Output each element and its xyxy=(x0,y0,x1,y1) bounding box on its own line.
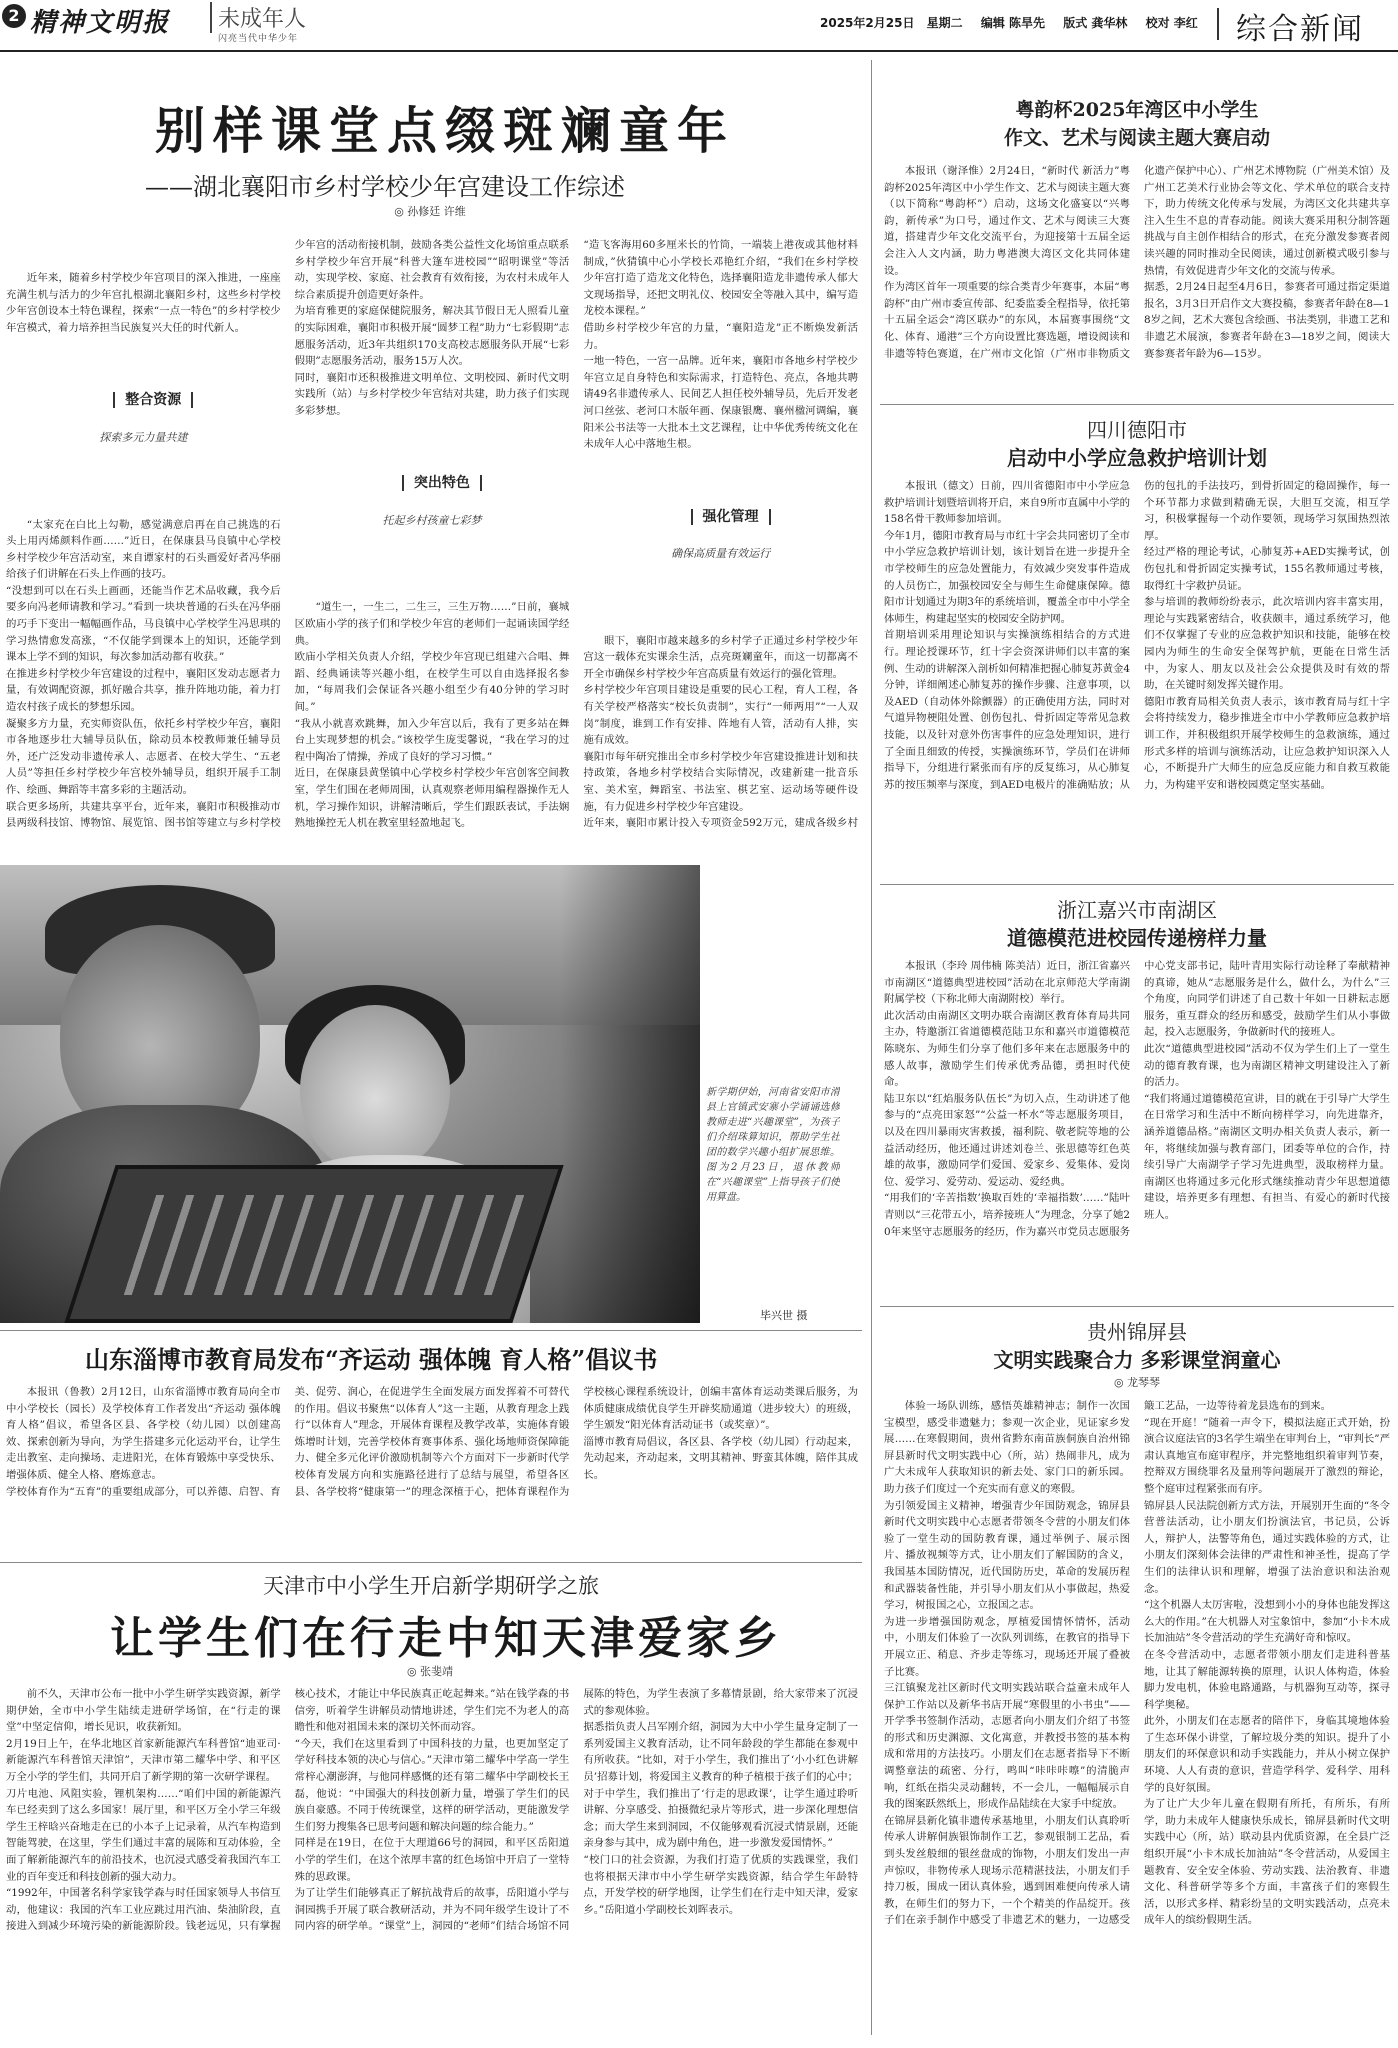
sichuan-title: 启动中小学应急救护培训计划 xyxy=(1007,446,1267,470)
pen-icon: ◎ xyxy=(406,1665,421,1678)
zhejiang-subtitle: 浙江嘉兴市南湖区 xyxy=(1057,898,1217,922)
guizhou-title: 文明实践聚合力 多彩课堂润童心 xyxy=(993,1348,1281,1372)
issue-weekday: 星期二 xyxy=(926,16,963,30)
lead-body xyxy=(6,237,858,847)
zhejiang-body: 本报讯（李玲 周伟楠 陈美洁）近日，浙江省嘉兴市南湖区“道德典型进校园”活动在北京师范大学南湖附属学校（下称北师大南湖附校）举行。 此次活动由南湖区文明办联合南湖区教育体育局共同主办，特邀浙江省道德模范陆卫东和嘉兴市道德模范陈晓东、为师生们分享了他们多年来在志愿服务中的感人故事，激励学生们传承优秀品德，勇担时代使命。 陆卫东以“红焰服务队伍长”为切入点，生动讲述了他参与的“点亮田家怒”“公益一杯水”等志愿服务项目，以及在四川暴雨灾害救援，福利院、敬老院等地的公益活动经历，他还通过讲述刘卷兰、张思德等红色英雄的故事，激励同学们爱国、爱家乡、爱集体、爱岗位、爱学习、爱劳动、爱运动、爱经典。 “用我们的‘辛苦指数’换取百姓的‘幸福指数’……”陆叶青则以“三花带五小，培养接班人”为理念，分享了她20年来坚守志愿服务的经历，作为嘉兴市党员志愿服务中心党支部书记，陆叶青用实际行动诠释了奉献精神的真谛，她从“志愿服务是什么，做什么，为什么”三个角度，向同学们讲述了自己数十年如一日耕耘志愿服务，重互群众的经历和感受，鼓励学生们从小事做起，投入志愿服务，争做新时代的接班人。 此次“道德典型进校园”活动不仅为学生们上了一堂生动的德育教育课，也为南湖区精神文明建设注入了新的活力。 “我们将通过道德模范宣讲，目的就在于引导广大学生在日常学习和生活中不断向榜样学习，向先进靠齐，涵养道德品格。”南湖区文明办相关负责人表示，新一年，将继续加强与教育部门，团委等单位的合作，持续引导广大南湖学子学习先进典型，汲取榜样力量。南湖区也将通过多元化形式继续推动青少年思想道德建设，培养更多有理想、有担当、有爱心的新时代接班人。 xyxy=(884,960,1390,1238)
lead-section-3-head xyxy=(583,492,858,596)
sichuan-subtitle: 四川德阳市 xyxy=(1087,418,1187,442)
proofreader: 校对 李红 xyxy=(1145,16,1198,30)
guizhou-article xyxy=(880,1308,1394,2044)
shandong-article xyxy=(0,1332,862,1562)
news-photo xyxy=(0,865,700,1323)
pen-icon: ◎ xyxy=(394,205,408,218)
lead-section-1-text: “太家充在白比上勾勒，感觉满意启再在自己挑选的石头上用丙烯颜料作画……”近日，在保康县马良镇中心学校乡村学校少年宫活动室，来自谭家村的石头画爱好者冯华丽给孩子们讲解在石头上作画的技巧。 “没想到可以在石头上画画，还能当作艺术品收藏，我今后要多向冯老师请教和学习。”看到一块块普通的石头在冯华丽的巧手下变出一幅幅画作品，马良镇中心学校学生冯思琪的学习热情愈发高涨，“不仅能学到课本上的知识，还能学到课本上学不到的知识，每次参加活动都有收获。” 在推进乡村学校少年宫建设的过程中，襄阳区发动志愿者力量，有效调配资源，抓好融合共享，推升阵地功能，着力打造农村孩子成长的梦想乐园。 凝聚多方力量，充实师资队伍，依托乡村学校少年宫，襄阳市各地逐步壮大辅导员队伍，除动员本校教师兼任辅导员外，还广泛发动非遗传承人、志愿者、在校大学生、“五老人员”等担任乡村学校少年宫校外辅导员，组织开展手工制作、绘画、舞蹈等丰富多彩的主题活动。 联合更多场所，共建共享平台，近年来，襄阳市积极推动市县两级科技馆、博物馆、展览馆、图书馆等建立与乡村学校少年宫的活动衔接机制，鼓励各类公益性文化场馆重点联系乡村学校少年宫开展“科普大篷车进校园”“昭明课堂”等活动，实现学校、家庭、社会教育有效衔接，为农村未成年人综合素质提升创造更好条件。 为培育雅更的家庭保健院服务，解决其节假日无人照看儿童的实际困难，襄阳市积极开展“圆梦工程”助力“七彩假期”志愿服务活动，近3年共组织170支高校志愿服务队开展“七彩假期”志愿服务活动，服务15万人次。 同时，襄阳市还积极推进文明单位、文明校园、新时代文明实践所（站）与乡村学校少年宫结对共建，助力孩子们实现多彩梦想。 xyxy=(6,239,570,830)
shandong-body: 本报讯（鲁教）2月12日，山东省淄博市教育局向全市中小学校长（园长）及学校体育工作者发出“齐运动 强体魄 育人格”倡议，希望各区县、各学校（幼儿园）以创建高效、探索创新为导向，为学生搭建多元化运动平台，让学生走出教室、走向操场、走进阳光，在体育锻炼中享受快乐、增强体质、健全人格、磨炼意志。 学校体育作为“五育”的重要组成部分，可以养德、启智、育美、促劳、润心，在促进学生全面发展方面发挥着不可替代的作用。倡议书聚焦“以体育人”这一主题，从教育理念上践行“以体育人”理念，开展体育课程及教学改革，实施体育锻炼增时计划，完善学校体育赛事体系、强化场地师资保障能力、健全多元化评价激励机制等六个方面对下一步新时代学校体育发展方向和实施路径进行了总结与展望，希望各区县、各学校将“健康第一”的理念深植于心，把体育课程作为学校核心课程系统设计，创编丰富体育运动类课后服务，为体质健康成绩优良学生开辟奖励通道（进步较大）的班级，学生颁发“阳光体育活动证书（或奖章）”。 淄博市教育局倡议，各区县、各学校（幼儿园）行动起来，先动起来，齐动起来，文明其精神、野蛮其体魄，陪伴其成长。 xyxy=(6,1386,858,1498)
lead-section-3-sub: 确保高质量有效运行 xyxy=(671,546,771,560)
lead-section-1-head xyxy=(6,376,281,480)
guangdong-title-line1: 粤韵杯2025年湾区中小学生 xyxy=(1015,99,1259,121)
lead-subtitle: ——湖北襄阳市乡村学校少年宫建设工作综述 xyxy=(145,173,625,201)
layout-editor: 版式 龚华林 xyxy=(1063,16,1128,30)
editor: 编辑 陈旱先 xyxy=(980,16,1046,30)
lead-section-1-sub: 探索多元力量共建 xyxy=(99,430,188,444)
masthead: 精神文明报 xyxy=(30,8,171,38)
zhejiang-title: 道德模范进校园传递榜样力量 xyxy=(1007,926,1267,950)
section-divider xyxy=(1217,8,1219,40)
sichuan-article xyxy=(880,406,1394,884)
tianjin-title: 让学生们在行走中知天津爱家乡 xyxy=(110,1613,782,1664)
lead-section-2-title: 突出特色 xyxy=(402,475,482,491)
tianjin-byline: 张斐靖 xyxy=(420,1665,454,1678)
lead-article xyxy=(0,55,862,855)
section-name: 综合新闻 xyxy=(1236,12,1364,47)
page-header xyxy=(0,0,1398,52)
lead-section-3-title: 强化管理 xyxy=(691,509,771,525)
tianjin-subtitle: 天津市中小学生开启新学期研学之旅 xyxy=(263,1574,599,1598)
lead-section-3-text: 眼下，襄阳市越来越多的乡村学子正通过乡村学校少年宫这一载体充实课余生活，点亮斑斓童年，而这一切都离不开全市确保乡村学校少年宫高质量有效运行的强化管理。 乡村学校少年宫项目建设是重要的民心工程，育人工程，各有关学校严格落实“校长负责制”，实行“一师两用”“一人双岗”制度，谁到工作有安排、阵地有人管，活动有人排，实施有成效。 襄阳市每年研究推出全市乡村学校少年宫建设推进计划和扶持政策，各地乡村学校结合实际情况，改建新建一批音乐室、美术室，舞蹈室、书法室、棋艺室、运动场等硬件设施，有力促进乡村学校少年宫建设。 近年来，襄阳市累计投入专项资金592万元，建成各级乡村 xyxy=(583,634,858,830)
photo-credit: 毕兴世 摄 xyxy=(760,1309,808,1322)
lead-section-1-title: 整合资源 xyxy=(113,392,193,408)
edition-subtitle: 闪亮当代中华少年 xyxy=(218,34,299,44)
issue-date: 2025年2月25日 xyxy=(820,16,915,30)
page-number-badge xyxy=(2,4,26,28)
lead-title: 别样课堂点缀斑斓童年 xyxy=(155,101,735,160)
guizhou-byline: 龙琴琴 xyxy=(1127,1376,1161,1389)
photo-caption: 新学期伊始，河南省安阳市滑县上官镇武安寨小学诵诵选修教师走进“兴趣课堂”，为孩子们介绍珠算知识，帮助学生社团的数学兴趣小组扩展思维。图为2月23日，退休教师在“兴趣课堂”上指导孩子们使用算盘。 xyxy=(706,1087,840,1203)
lead-section-2-sub: 托起乡村孩童七彩梦 xyxy=(382,513,482,527)
page-number: 2 xyxy=(8,6,20,25)
guangdong-body: 本报讯（谢泽惟）2月24日，“新时代 新活力”粤韵杯2025年湾区中小学生作文、艺术与阅读主题大赛（以下简称“粤韵杯”）启动，这场文化盛宴以“兴粤韵，新传承”为口号，通过作文、艺术与阅读三大赛道，搭建青少年文化交流平台，为迎接第十五届全运会注入人文内涵，助力粤港澳大湾区文化共同体建设。 作为湾区首年一项重要的综合类青少年赛事，本届“粤韵杯”由广州市委宣传部、纪委监委全程指导，依托第十五届全运会“湾区联办”的东风，本届赛事围绕“文化、体育、通港”三个方向设置比赛选题，增设阅读和非遗等特色赛道，在广州市文化馆（广州市非物质文化遗产保护中心）、广州艺术博物院（广州美术馆）及广州工艺美术行业协会等文化、学术单位的联合支持下，助力传统文化传承与发展，为湾区文化共建共享注入生生不息的青春动能。阅读大赛采用积分制答题挑战与自主创作相结合的形式，在充分激发参赛者阅读兴趣的同时推动全民阅读，通过创新模式吸引参与热情，有效促进青少年文化的交流与传承。 据悉，2月24日起至4月6日，参赛者可通过指定渠道报名，3月3日开启作文大赛投稿，参赛者年龄在8—18岁之间，艺术大赛包含绘画、书法类别，非遗工艺和非遗艺术展演，参赛者年龄在3—18岁之间，阅读大赛参赛者年龄为6—15岁。 xyxy=(884,165,1390,360)
sichuan-body: 本报讯（德文）日前，四川省德阳市中小学应急救护培训计划暨培训将开启，来自9所市直属中小学的158名骨干教师参加培训。 今年1月，德阳市教育局与市红十字会共同密切了全市中小学应急救护培训计划，该计划旨在进一步提升全市学校师生的应急处置能力，有效减少突发事件造成的人员伤亡，加强校园安全与师生生命健康保障。德阳市计划通过为期3年的系统培训，覆盖全市中小学全体师生，构建起坚实的校园安全防护网。 首期培训采用理论知识与实操演练相结合的方式进行。理论授课环节，红十字会资深讲师们以丰富的案例、生动的讲解深入剖析如何精准把握心肺复苏黄金4分钟，详细阐述心肺复苏的操作步骤、注意事项，以及AED（自动体外除颤器）的正确使用方法，同时对气道异物梗阻处置、创伤包扎、骨折固定等常见急救技能，以及针对意外伤害事件的应急处理知识，进行了全面且细致的传授，实操演练环节，学员们在讲师指导下，分组进行紧张而有序的反复练习，从心肺复苏的按压频率与深度，到AED电极片的准确贴放；从伤的包扎的手法技巧，到骨折固定的稳固操作，每一个环节都力求做到精确无误，大胆互交流，相互学习，积极掌握每一个动作要领，现场学习氛围热烈浓厚。 经过严格的理论考试，心肺复苏+AED实操考试，创伤包扎和骨折固定实操考试，155名教师通过考核，取得红十字救护员证。 参与培训的教师纷纷表示，此次培训内容丰富实用，理论与实践紧密结合，收获颇丰，通过系统学习，他们不仅掌握了专业的应急救护知识和技能，能够在校园内为师生的生命安全保驾护航，更能在日常生活中，为家人、朋友以及社会公众提供及时有效的帮助，在关键时刻发挥关键作用。 德阳市教育局相关负责人表示，该市教育局与红十字会将持续发力，稳步推进全市中小学教师应急救护培训工作，并积极组织开展学校师生的急救演练，通过形式多样的培训与演练活动，让应急救护知识深入人心，不断提升广大师生的应急反应能力和自救互救能力，为构建平安和谐校园奠定坚实基础。 xyxy=(884,480,1390,791)
lead-byline: 孙修廷 许维 xyxy=(407,205,466,218)
tianjin-article xyxy=(0,1564,862,2044)
lead-intro: 近年来，随着乡村学校少年宫项目的深入推进，一座座充满生机与活力的少年宫扎根湖北襄阳乡村，这些乡村学校少年宫创设本土特色课程，探索“一点一特色”的乡村学校少年宫模式，着力培养担当民族复兴大任的时代新人。 xyxy=(6,272,281,334)
guizhou-body: 体验一场队训练，感悟英雄精神志；制作一次国宝模型，感受非遗魅力；参观一次企业，见证家乡发展……在寒假期间，贵州省黔东南苗族侗族自治州锦屏县新时代文明实践中心（所，站）热闹非凡，成为广大未成年人获取知识的新去处、家门口的新乐园。助力孩子们度过一个充实而有意义的寒假。 为引领爱国主义精神，增强青少年国防观念，锦屏县新时代文明实践中心志愿者带领冬令营的小朋友们体验了一堂生动的国防教育课，通过举例子、展示图片、播放视频等方式，让小朋友们了解国防的含义，我国基本国防情况，近代国防历史，革命的发展历程和武器装备性能，并引导小朋友们从小事做起，热爱学习，树报国之心，立报国之志。 为进一步增强国防观念，厚植爱国情怀情怀，活动中，小朋友们体验了一次队列训练，在教官的指导下开展立正、稍息、齐步走等练习，现场还开展了叠被子比赛。 三江镇聚龙社区新时代文明实践站联合益童未成年人保护工作站以及新华书店开展“寒假里的小书虫”——开学季书签制作活动，志愿者向小朋友们介绍了书签的形式和历史渊源、文化寓意，并教授书签的基本构成和常用的方法技巧。小朋友们在志愿者指导下不断调整章法的疏密、分行，鸣叫“咔咔咔嚓”的清脆声响，红纸在指尖灵动翻转，不一会儿，一幅幅展示自我的图案跃然纸上，形成作品陆续在大家手中绽放。 在锦屏县新化镇非遗传承基地里，小朋友们认真聆听传承人讲解侗族银饰制作工艺，参观银制工艺品，看到头发丝般细的银丝盘成的饰物，小朋友们发出一声声惊叹，非物传承人现场示范精湛技法，小朋友们手持刀板，围成一团认真体验，遇到困难便向传承人请教，在师生们的努力下，一个个精美的作品绽开。孩子们在亲手制作中感受了非遗艺术的魅力，一边感受簸工艺品，一边等待着龙县选布的到来。 “现在开庭！”随着一声令下，模拟法庭正式开始，扮演合议庭法官的3名学生端坐在审判台上，“审判长”严肃认真地宣布庭审程序，并完整地组织着审判节奏，控辩双方围绕罪名及量刑等问题展开了激烈的辩论，整个庭审过程紧张而有序。 锦屏县人民法院创新方式方法，开展别开生面的“冬令营普法活动，让小朋友们扮演法官，书记员，公诉人，辩护人，法警等角色，通过实践体验的方式，让小朋友们深刻体会法律的严肃性和神圣性，提高了学生们的法律认识和理解，增强了法治意识和法治观念。 “这个机器人太厉害啦，没想到小小的身体也能发挥这么大的作用。”在大机器人对宝象馆中，参加“小卡木成长加油站”冬令营活动的学生充满好奇和惊叹。 在冬令营活动中，志愿者带领小朋友们走进科普基地，让其了解能源转换的原理，认识人体构造，体验脚力发电机，体验电路通路，与机器狗互动等，探寻科学奥秘。 此外，小朋友们在志愿者的陪伴下，身临其境地体验了生态环保小讲堂，了解垃圾分类的知识。提升了小朋友们的环保意识和动手实践能力，并从小树立保护环境、人人有责的意识，营造学科学、爱科学、用科学的良好氛围。 为了让广大少年儿童在假期有所托，有所乐，有所学，助力未成年人健康快乐成长，锦屏县新时代文明实践中心（所，站）联动县内优质资源，在全县广泛组织开展“小卡木成长加油站”冬令营活动，从爱国主题教育、安全安全体验、劳动实践、法治教育、非遗文化、科普研学等多个方面，丰富孩子们的寒假生活，以形式多样、精彩纷呈的文明实践活动，点亮未成年人的缤纷假期生活。 xyxy=(884,1400,1390,1927)
tianjin-body: 前不久，天津市公布一批中小学生研学实践资源，新学期伊始，全市中小学生陆续走进研学场馆，在“行走的课堂”中坚定信仰，增长见识，收获新知。 2月19日上午，在华北地区首家新能源汽车科普馆“迪亚司·新能源汽车科普馆天津馆”，天津市第二耀华中学、和平区万全小学的学生们，共同开启了新学期的第一次研学课程。 刀片电池、风阻实验，锂机架构……“咱们中国的新能源汽车已经卖到了这么多国家！展厅里，和平区万全小学三年级学生王梓晗兴奋地走在已的小本子上记录着，从汽车构造到智能驾驶，在这里，学生们通过丰富的展陈和互动体验，全面了解新能源汽车的前沿技术，也沉浸式感受着我国汽车工业的百年变迁和科技创新的强大动力。 “1992年，中国著名科学家钱学森与时任国家领导人书信互动，他建议：我国的汽车工业应跳过用汽油、柴油阶段，直接进入到减少环境污染的新能源阶段。钱老远见，只有掌握核心技术，才能让中华民族真正屹起舞来。”站在钱学森的书信旁，听着学生讲解员动情地讲述，学生们完不为老人的高瞻性和他对祖国未来的深切关怀而动容。 “今天，我们在这里看到了中国科技的力量，也更加坚定了学好科技本领的决心与信心。”天津市第二耀华中学高一学生常梓心潮澎湃，与他同样感慨的还有第二耀华中学副校长王磊，他说：“中国强大的科技创新力量，增强了学生们的民族自豪感。不同于传统课堂，这样的研学活动，更能激发学生们努力搜集各已思考问题和解决问题的综合能力。” 同样是在19日，在位于大理道66号的洞园，和平区岳阳道小学的学生们，在这个浓厚丰富的红色场馆中开启了一堂特殊的思政课。 为了让学生们能够真正了解抗战背后的故事，岳阳道小学与洞园携手开展了联合教研活动，并为不同年级学生设计了不同内容的研学单。“课堂”上，洞园的“老师”们结合场馆不同展陈的特色，为学生表演了多幕情景剧，给大家带来了沉浸式的参观体验。 据悉指负责人吕军刚介绍，洞园为大中小学生量身定制了一系列爱国主义教育活动，让不同年龄段的学生都能在参观中有所收获。“比如，对于小学生，我们推出了‘小小红色讲解员’招募计划，将爱国主义教育的种子植根于孩子们的心中；对于中学生，我们推出了‘行走的思政课’，让学生通过聆听讲解、分享感受、拍摄微纪录片等形式，进一步深化理想信念；而大学生来到洞园，不仅能够观看沉浸式情景剧，还能亲身参与其中，成为剧中角色，进一步激发爱国情怀。” “校门口的社会资源，为我们打造了优质的实践课堂，我们也将根据天津市中小学生研学实践资源，结合学生年龄特点，开发学校的研学地图，让学生们在行走中知天津，爱家乡。”岳阳道小学副校长刘晖表示。 xyxy=(6,1688,858,1933)
lead-section-2-head xyxy=(295,459,570,563)
pen-icon: ◎ xyxy=(1113,1376,1128,1389)
zhejiang-article xyxy=(880,886,1394,1306)
shandong-title: 山东淄博市教育局发布“齐运动 强体魄 育人格”倡议书 xyxy=(85,1345,658,1374)
lead-section-2-text: “道生一，一生二，二生三，三生万物……”日前，襄城区欧庙小学的孩子们和学校少年宫的老师们一起诵读国学经典。 欧庙小学相关负责人介绍，学校少年宫现已组建六合唱、舞蹈、经典诵读等兴趣小组，在校学生可以自由选择报名参加，“每周我们会保证各兴趣小组至少有40分钟的学习时间。” “我从小就喜欢跳舞，加入少年宫以后，我有了更多站在舞台上实现梦想的机会。”该校学生庞雯馨说，“我在学习的过程中陶冶了情操，养成了良好的学习习惯。” 近日，在保康县黄堡镇中心学校乡村学校少年宫创客空间教室，学生们围在老师周围，认真观察老师用编程器操作无人机，学习操作知识，讲解清晰后，学生们跟跃表试，手法娴熟地操控无人机在教室里轻盈地起飞。 “造飞客海用60多厘米长的竹筒，一端装上港夜或其他材料制成，”伙猜镇中心小学校长邓艳红介绍，“我们在乡村学校少年宫打造了造龙文化特色，选择襄阳造龙非遗传承人郁大文现场指导，还把文明礼仪、校园安全等融入其中，编写造龙校本课程。” 借助乡村学校少年宫的力量，“襄阳造龙”正不断焕发新活力。 一地一特色，一宫一品牌。近年来，襄阳市各地乡村学校少年宫立足自身特色和实际需求，打造特色、亮点，各地共聘请49名非遗传承人、民间艺人担任校外辅导员，先后开发老河口丝弦、老河口木版年画、保康银鹰、襄州楹河调编，襄阳米公书法等一大批本土文艺课程，让中华优秀传统文化在未成年人心中落地生根。 xyxy=(294,239,858,830)
edition-title: 未成年人 xyxy=(210,2,306,33)
guangdong-article xyxy=(880,55,1394,395)
guangdong-title-line2: 作文、艺术与阅读主题大赛启动 xyxy=(1003,127,1270,149)
guizhou-subtitle: 贵州锦屏县 xyxy=(1087,1320,1187,1344)
